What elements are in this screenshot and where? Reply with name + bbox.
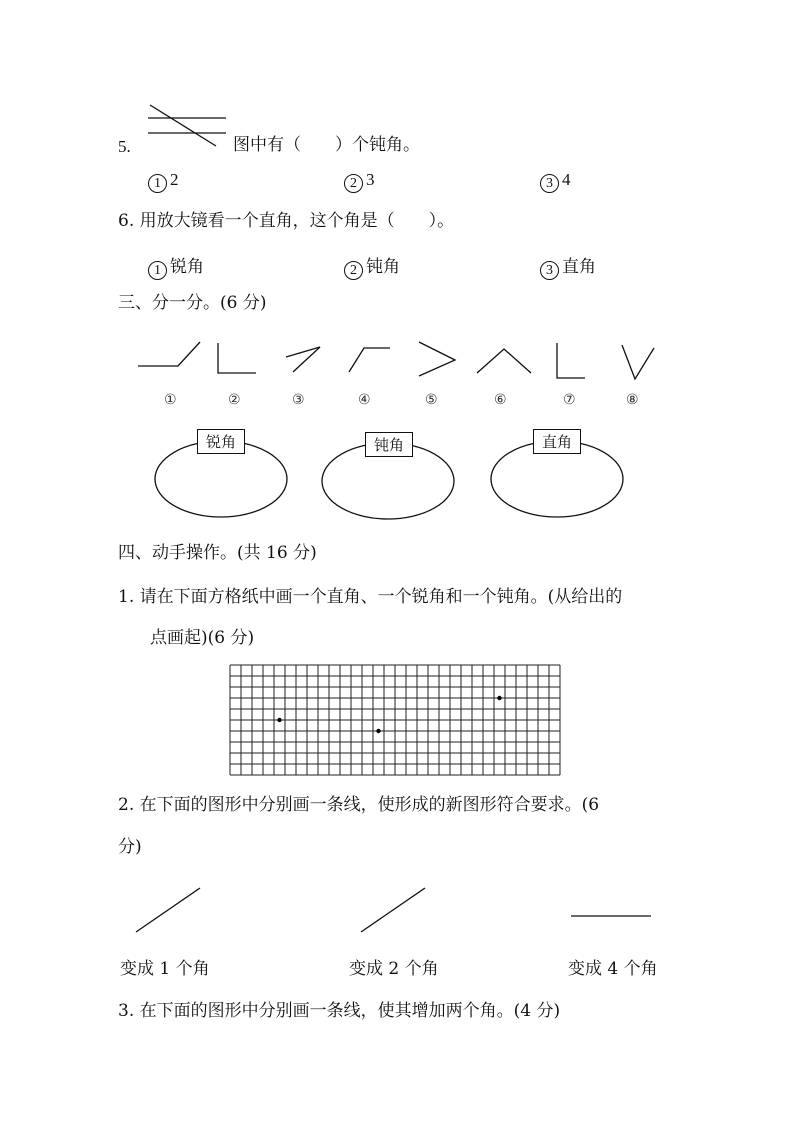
circled-marker: 1 xyxy=(148,174,167,193)
q2-caption-2: 变成 2 个角 xyxy=(349,959,439,979)
angle-label-1: ① xyxy=(164,392,177,408)
section3-title: 三、分一分。(6 分) xyxy=(118,293,267,313)
option-text: 4 xyxy=(562,170,571,189)
section4-q3: 3. 在下面的图形中分别画一条线，使其增加两个角。(4 分) xyxy=(118,1001,561,1021)
option-text: 钝角 xyxy=(366,257,400,277)
option-text: 3 xyxy=(366,170,375,189)
circled-marker: 2 xyxy=(344,174,363,193)
option-text: 锐角 xyxy=(170,257,204,277)
section4-q2-line1: 2. 在下面的图形中分别画一条线，使形成的新图形符合要求。(6 xyxy=(118,795,600,815)
angle-label-4: ④ xyxy=(358,392,371,408)
option-text: 直角 xyxy=(562,257,596,277)
angle-label-3: ③ xyxy=(292,392,305,408)
section4-q2-line2: 分) xyxy=(118,837,142,857)
section4-q1-line2: 点画起)(6 分) xyxy=(150,628,255,648)
option-text: 2 xyxy=(170,170,179,189)
circled-marker: 1 xyxy=(148,261,167,280)
q2-figure-2 xyxy=(361,888,425,932)
angle-label-5: ⑤ xyxy=(425,392,438,408)
section4-title: 四、动手操作。(共 16 分) xyxy=(118,543,317,563)
angle-label-2: ② xyxy=(228,392,241,408)
angle-label-7: ⑦ xyxy=(563,392,576,408)
q6-question: 6. 用放大镜看一个直角，这个角是（ ）。 xyxy=(118,211,455,231)
group-label-acute: 锐角 xyxy=(197,429,245,454)
angle-label-8: ⑧ xyxy=(626,392,639,408)
group-label-obtuse: 钝角 xyxy=(365,432,413,457)
q5-number: 5. xyxy=(118,137,131,156)
section4-q1-line1: 1. 请在下面方格纸中画一个直角、一个锐角和一个钝角。(从给出的 xyxy=(118,587,623,607)
q2-caption-3: 变成 4 个角 xyxy=(568,959,658,979)
group-label-right: 直角 xyxy=(533,429,581,454)
angle-label-6: ⑥ xyxy=(494,392,507,408)
q2-figure-1 xyxy=(136,888,200,932)
q2-caption-1: 变成 1 个角 xyxy=(120,959,210,979)
circled-marker: 2 xyxy=(344,261,363,280)
q5-question: 图中有（ ）个钝角。 xyxy=(233,135,420,155)
circled-marker: 3 xyxy=(540,174,559,193)
circled-marker: 3 xyxy=(540,261,559,280)
